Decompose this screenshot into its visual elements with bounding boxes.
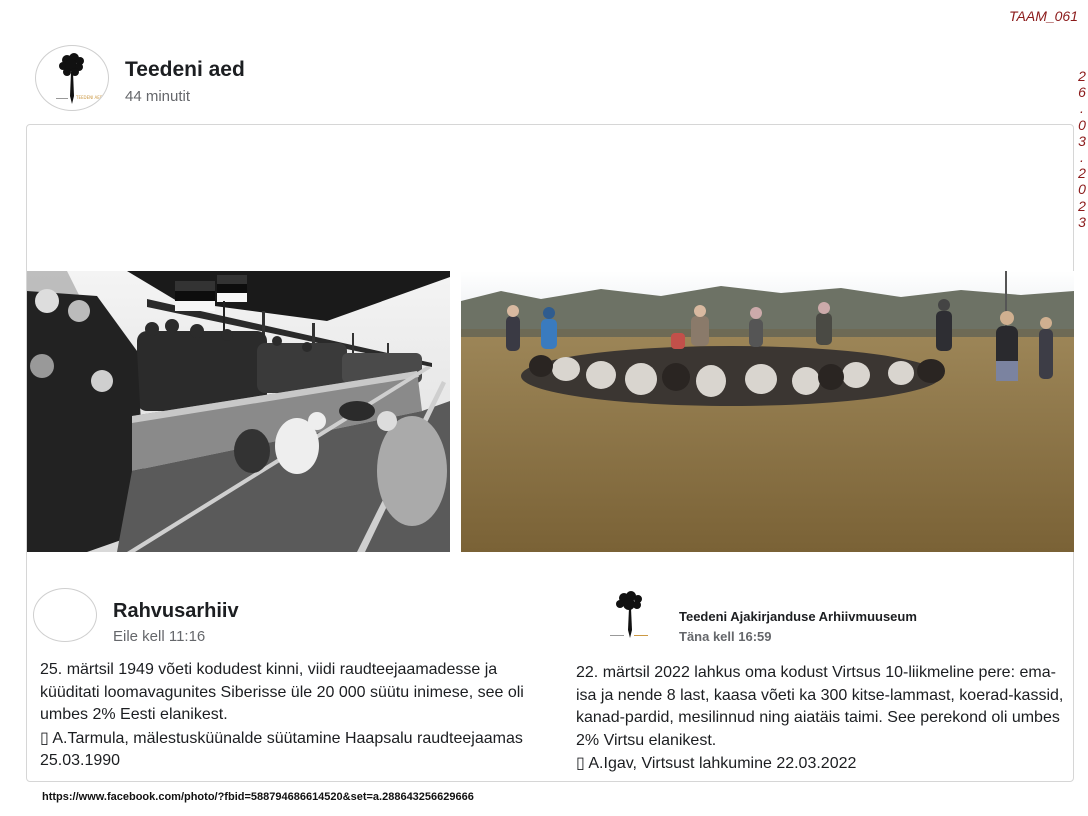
rahvusarhiiv-post-text (40, 659, 555, 773)
post-body: 22. märtsil 2022 lahkus oma kodust Virtsus 10-liikmeline pere: ema-isa ja nende 8 last, kaasa võeti ka 300 kitse-lammast, koerad-kassid, kanad-pardid, mesilinnud ning aiatäis taimi. See perekond oli umbes 2% Virtsu elanikest. (576, 664, 1064, 749)
poster-name[interactable]: Teedeni aed (125, 58, 245, 81)
railway-station-memorial-photo[interactable] (27, 271, 450, 552)
teedeni-logo-icon (606, 590, 656, 642)
photo-credit: A.Igav, Virtsust lahkumine 22.03.2022 (584, 755, 857, 772)
document-id-tag: TAAM_061 (1009, 8, 1078, 24)
post-body: 25. märtsil 1949 võeti kodudest kinni, viidi raudteejaamadesse ja küüditati loomavagunites Siberisse üle 20 000 süütu inimese, see oli umbes 2% Eesti elanikest. (40, 661, 524, 723)
family-with-sheep-photo[interactable] (461, 271, 1074, 552)
date-char: 2 (1078, 197, 1086, 214)
date-char: 0 (1078, 181, 1086, 198)
photo-credit: A.Tarmula, mälestusküünalde süütamine Haapsalu raudteejaamas 25.03.1990 (40, 729, 523, 769)
avatar-caption: TEEDENI AED (76, 95, 103, 100)
date-char: 0 (1078, 116, 1086, 133)
poster-avatar[interactable] (35, 45, 109, 111)
museum-post-text (576, 662, 1076, 776)
date-char: 6 (1078, 84, 1086, 101)
date-char: 3 (1078, 132, 1086, 149)
museum-timestamp[interactable]: Täna kell 16:59 (679, 629, 772, 644)
copyright-icon: ▯ (576, 753, 585, 772)
rahvusarhiiv-avatar[interactable] (33, 588, 97, 642)
source-url[interactable]: https://www.facebook.com/photo/?fbid=588794686614520&set=a.288643256629666 (42, 791, 474, 803)
copyright-icon: ▯ (40, 727, 49, 747)
date-char: . (1080, 149, 1084, 166)
vertical-date (1076, 68, 1088, 230)
date-char: . (1080, 100, 1084, 117)
rahvusarhiiv-name[interactable]: Rahvusarhiiv (113, 600, 239, 622)
teedeni-museum-avatar[interactable] (606, 590, 656, 642)
date-char: 2 (1078, 165, 1086, 182)
rahvusarhiiv-timestamp[interactable]: Eile kell 11:16 (113, 628, 206, 645)
museum-name[interactable]: Teedeni Ajakirjanduse Arhiivmuuseum (679, 609, 917, 624)
date-char: 2 (1078, 68, 1086, 84)
post-timestamp[interactable]: 44 minutit (125, 88, 191, 105)
teedeni-logo-icon (36, 46, 108, 110)
date-char: 3 (1078, 213, 1086, 230)
